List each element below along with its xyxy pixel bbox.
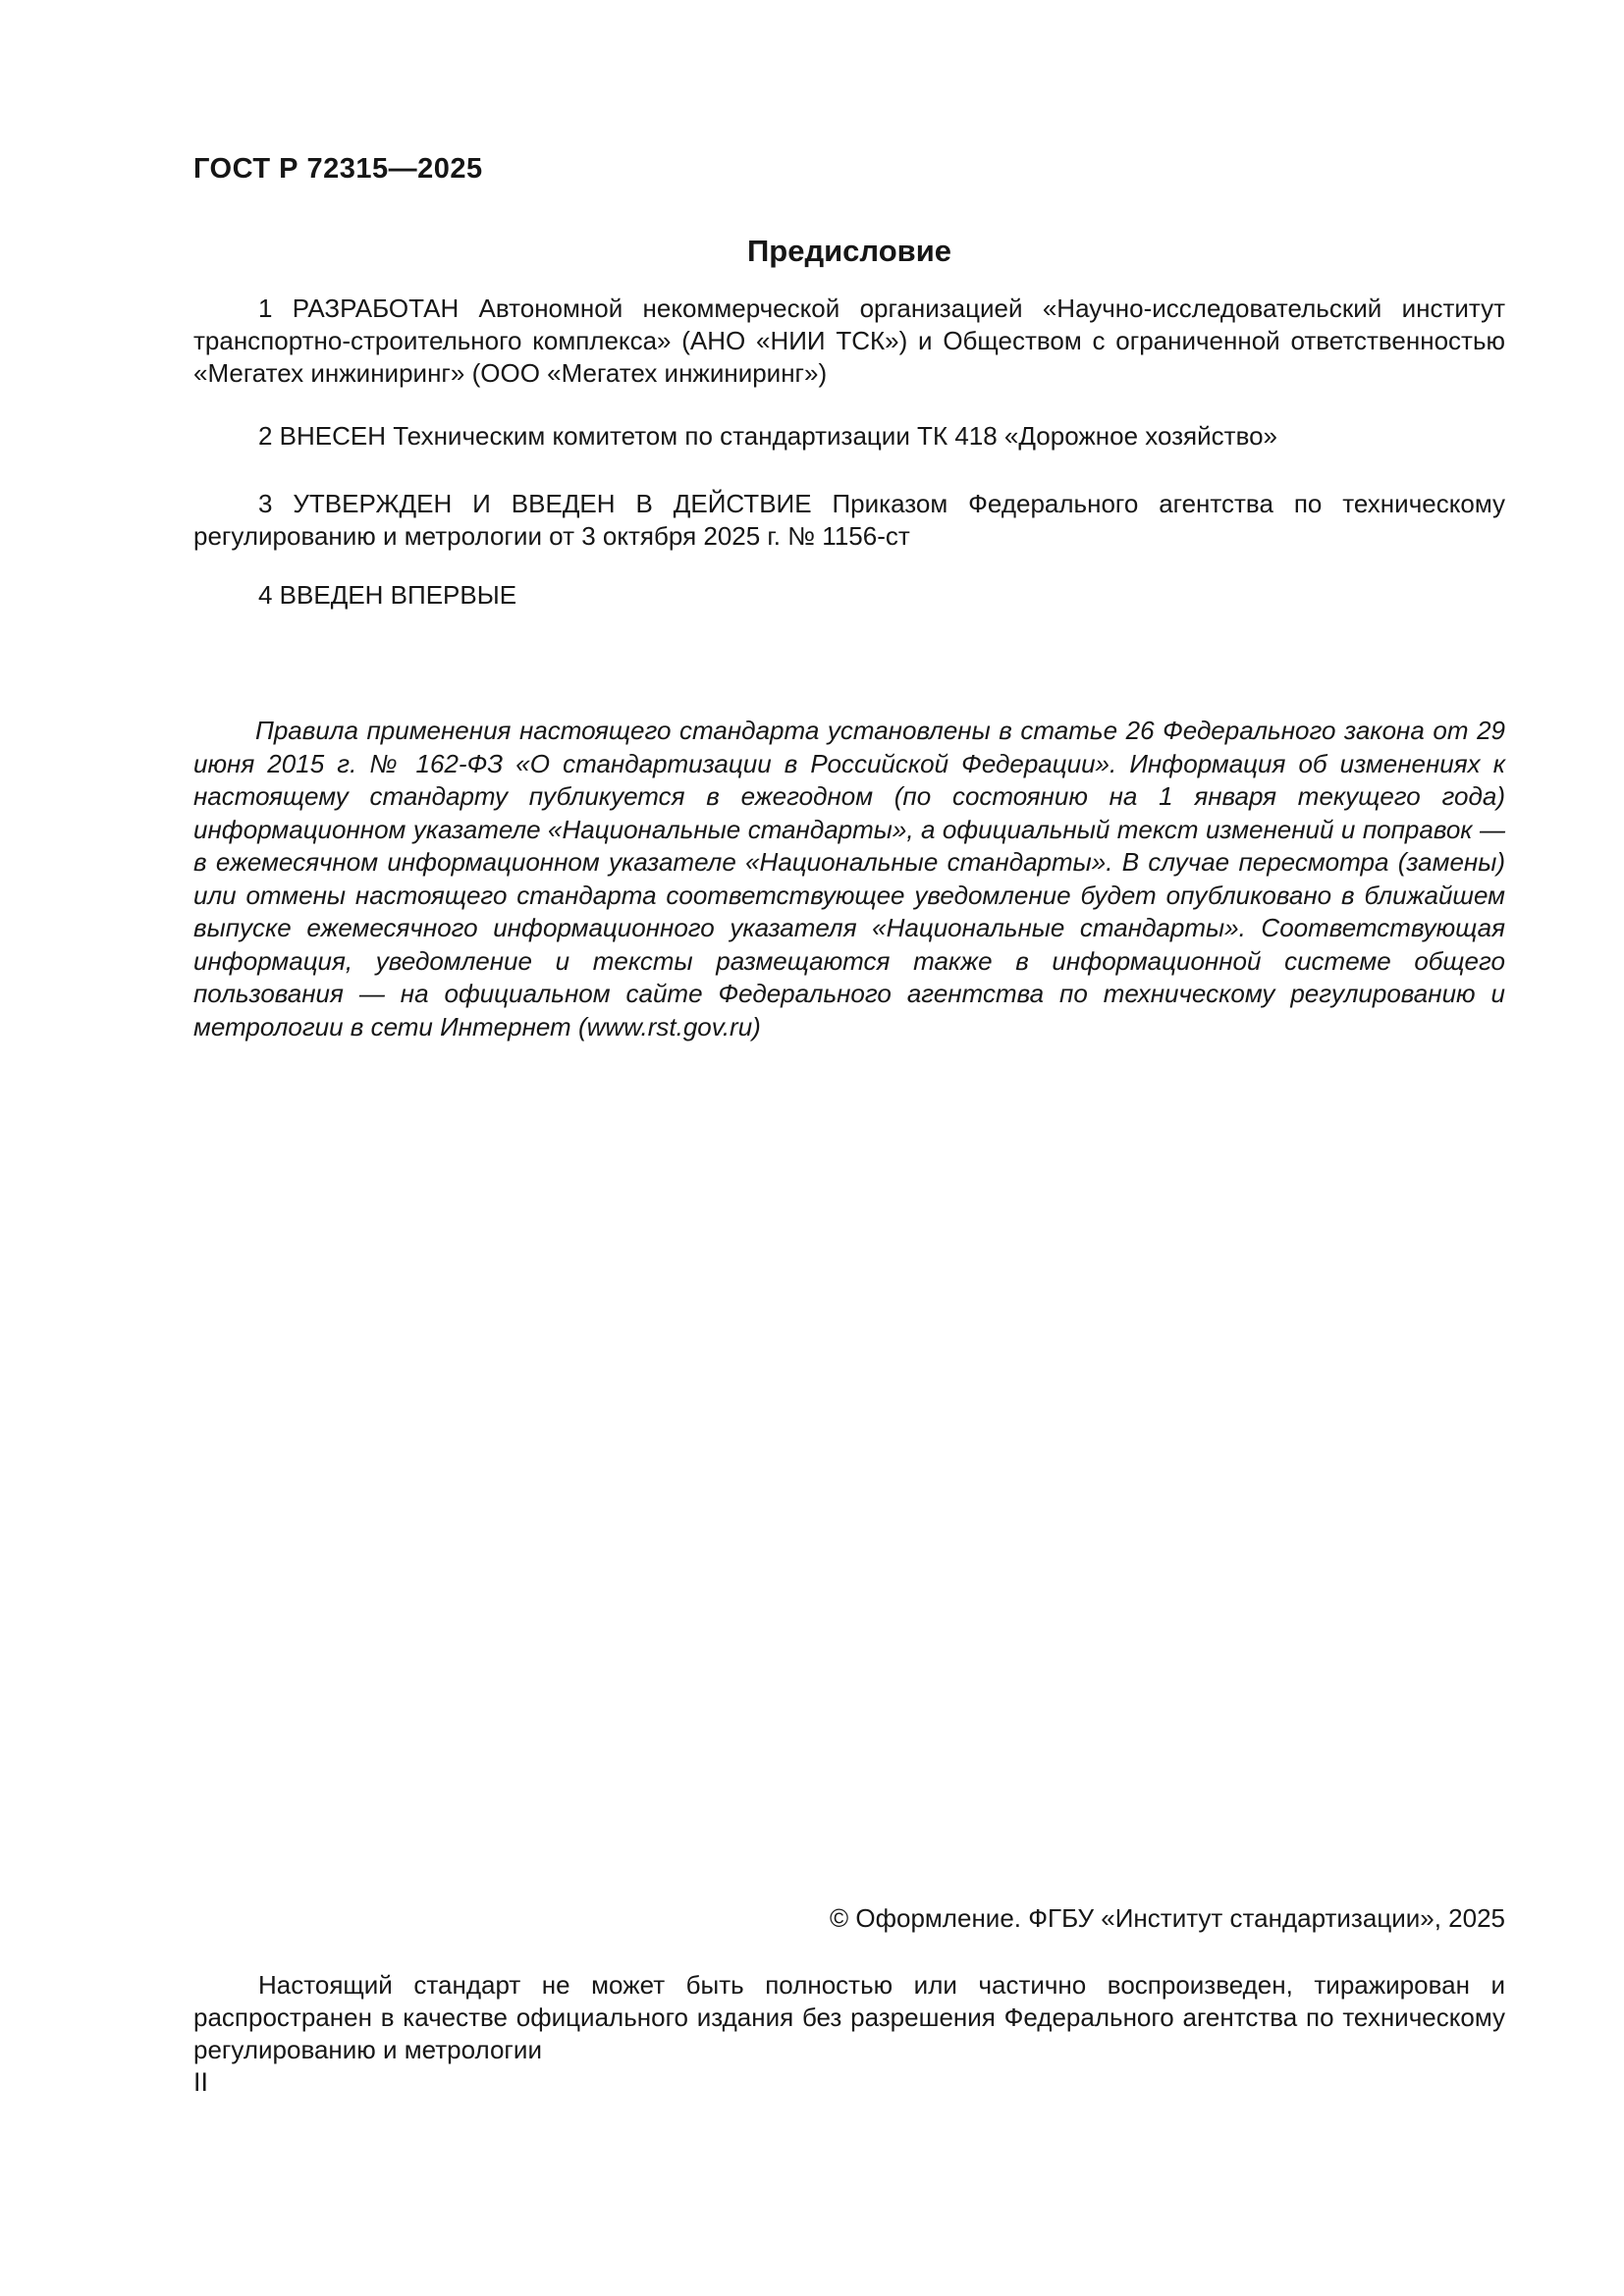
doc-code-header: ГОСТ Р 72315—2025: [193, 153, 483, 185]
legal-notice: Правила применения настоящего стандарта установлены в статье 26 Федерального закона от 29 июня 2015 г. № 162-ФЗ «О стандартизации в Российской Федерации». Информация об изменениях к настоящему стандарту публикуется в ежегодном (по состоянию на 1 января текущего года) информационном указателе «Национальные стандарты», а официальный текст изменений и поправок — в ежемесячном информационном указателе «Национальные стандарты». В случае пересмотра (замены) или отмены настоящего стандарта соответствующее уведомление будет опубликовано в ближайшем выпуске ежемесячного информационного указателя «Национальные стандарты». Соответствующая информация, уведомление и тексты размещаются также в информационной системе общего пользования — на официальном сайте Федерального агентства по техническому регулированию и метрологии в сети Интернет (www.rst.gov.ru): [193, 716, 1505, 1041]
page-number: II: [193, 2067, 209, 2097]
distribution-notice: Настоящий стандарт не может быть полностью или частично воспроизведен, тиражирован и распространен в качестве официального издания без разрешения Федерального агентства по техническому регулированию и метрологии: [193, 1970, 1505, 2064]
foreword-paragraph-submitted: 2 ВНЕСЕН Техническим комитетом по стандартизации ТК 418 «Дорожное хозяйство»: [258, 421, 1278, 451]
foreword-paragraph-developed: 1 РАЗРАБОТАН Автономной некоммерческой организацией «Научно-исследовательский институт транспортно-строительного комплекса» (АНО «НИИ ТСК») и Обществом с ограниченной ответственностью «Мегатех инжиниринг» (ООО «Мегатех инжиниринг»): [193, 294, 1505, 388]
foreword-paragraph-introduced: 4 ВВЕДЕН ВПЕРВЫЕ: [258, 580, 517, 610]
copyright-line: © Оформление. ФГБУ «Институт стандартизации», 2025: [830, 1903, 1505, 1933]
foreword-heading: Предисловие: [746, 234, 951, 268]
foreword-paragraph-approved: 3 УТВЕРЖДЕН И ВВЕДЕН В ДЕЙСТВИЕ Приказом Федерального агентства по техническому регулированию и метрологии от 3 октября 2025 г. № 1156-ст: [193, 489, 1505, 551]
